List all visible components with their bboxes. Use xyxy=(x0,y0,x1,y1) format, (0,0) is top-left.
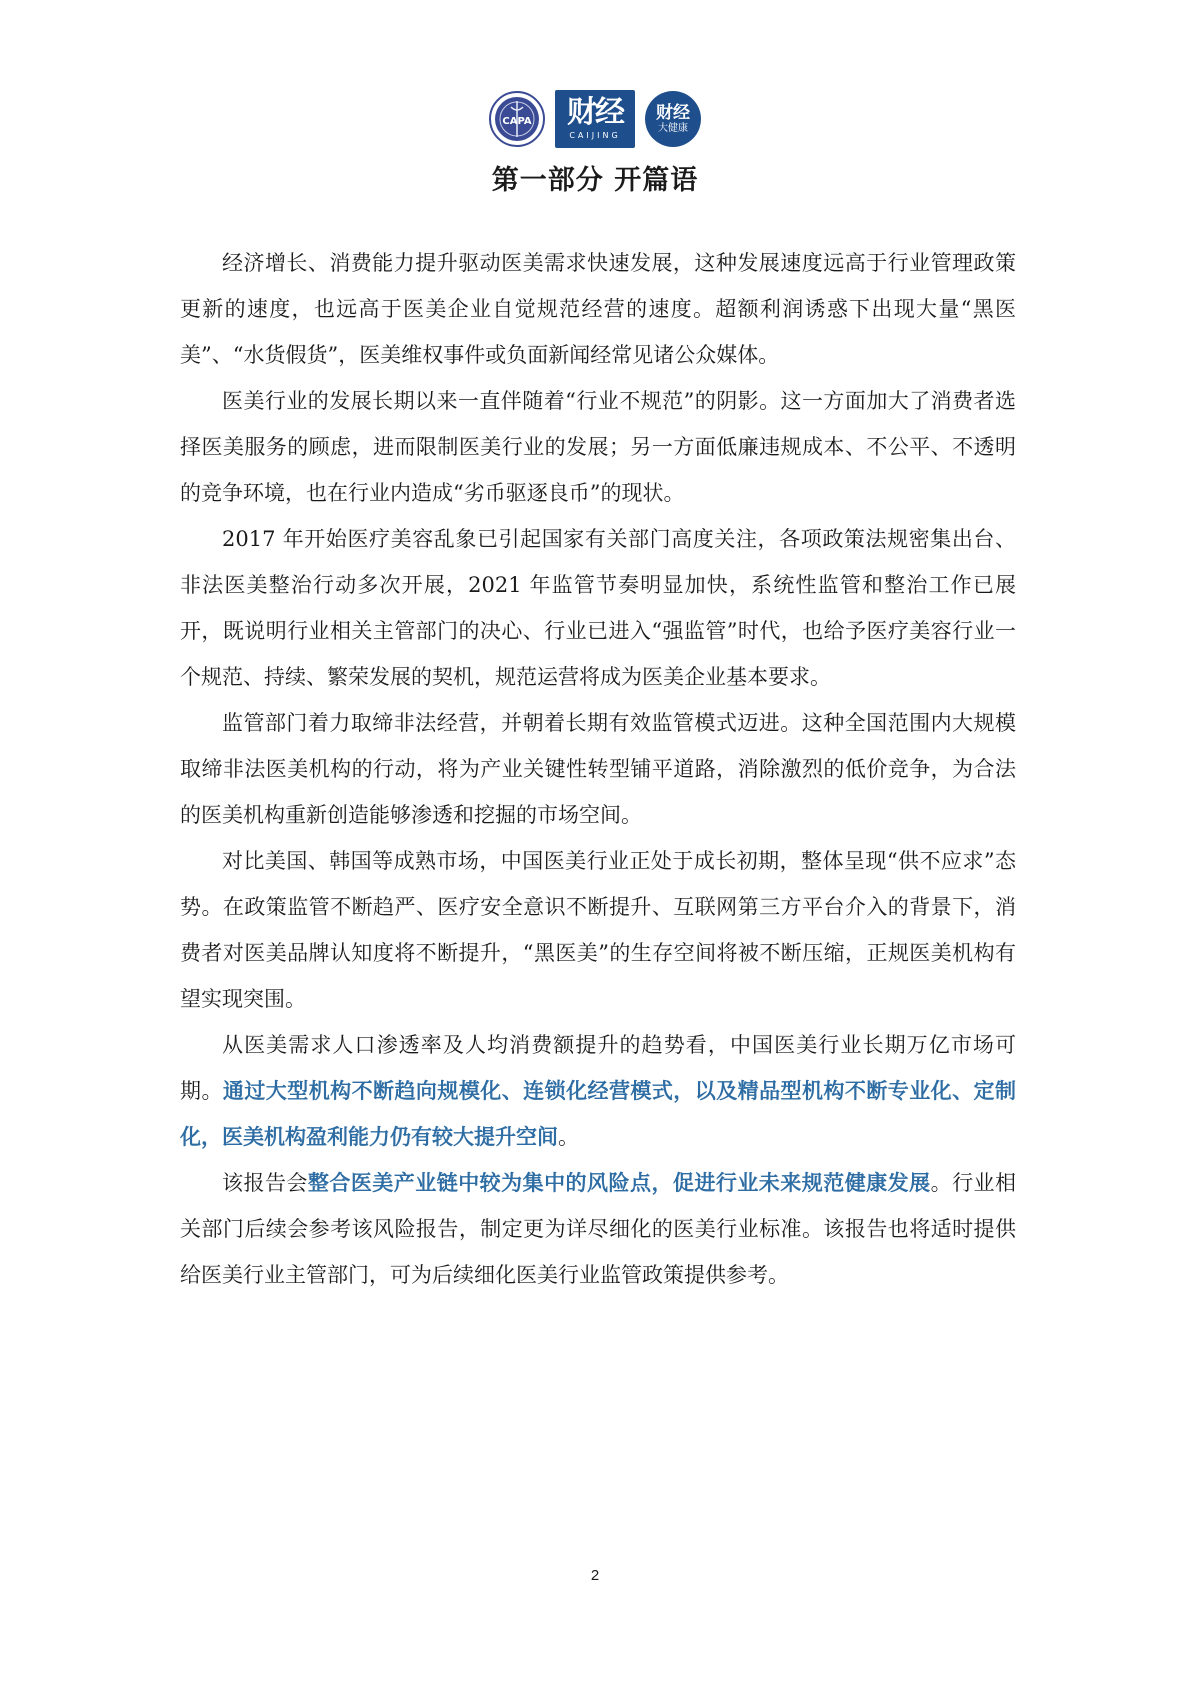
caijing-health-logo xyxy=(645,91,701,147)
caijing-logo-subtext: CAIJING xyxy=(569,131,621,140)
page-title: 第一部分 开篇语 xyxy=(491,165,699,196)
caijing-logo-text: 财经 xyxy=(567,95,623,130)
paragraph-2: 医美行业的发展长期以来一直伴随着“行业不规范”的阴影。这一方面加大了消费者选择医美服务的顾虑，进而限制医美行业的发展；另一方面低廉违规成本、不公平、不透明的竞争环境，也在行业内造成“劣币驱逐良币”的现状。 xyxy=(180,389,1016,505)
paragraph-7 xyxy=(180,1160,1016,1298)
paragraph-7-text: 该报告会 xyxy=(222,1171,308,1195)
health-logo-text: 财经 xyxy=(656,102,690,123)
paragraph-6-highlight: 通过大型机构不断趋向规模化、连锁化经营模式，以及精品型机构不断专业化、定制化，医美机构盈利能力仍有较大提升空间 xyxy=(180,1079,1017,1149)
paragraph-6 xyxy=(180,1022,1016,1160)
caijing-logo xyxy=(555,90,635,148)
paragraph-7-highlight: 整合医美产业链中较为集中的风险点，促进行业未来规范健康发展 xyxy=(307,1171,931,1195)
health-logo-subtext: 大健康 xyxy=(658,122,688,134)
capa-logo-text: CAPA xyxy=(502,116,532,127)
paragraph-6-end: 。 xyxy=(558,1125,579,1149)
document-body xyxy=(180,240,1016,1298)
paragraph-6-text: 从医美需求人口渗透率及人均消费额提升的趋势看，中国医美行业长期万亿市场可期。 xyxy=(180,1033,1016,1103)
page-number: 2 xyxy=(590,1567,600,1584)
paragraph-1: 经济增长、消费能力提升驱动医美需求快速发展，这种发展速度远高于行业管理政策更新的速度，也远高于医美企业自觉规范经营的速度。超额利润诱惑下出现大量“黑医美”、“水货假货”，医美维权事件或负面新闻经常见诸公众媒体。 xyxy=(180,251,1016,367)
paragraph-5: 对比美国、韩国等成熟市场，中国医美行业正处于成长初期，整体呈现“供不应求”态势。在政策监管不断趋严、医疗安全意识不断提升、互联网第三方平台介入的背景下，消费者对医美品牌认知度将不断提升，“黑医美”的生存空间将被不断压缩，正规医美机构有望实现突围。 xyxy=(180,849,1016,1011)
capa-logo xyxy=(489,91,545,147)
paragraph-3: 2017 年开始医疗美容乱象已引起国家有关部门高度关注，各项政策法规密集出台、非法医美整治行动多次开展，2021 年监管节奏明显加快，系统性监管和整治工作已展开，既说明行业相关主管部门的决心、行业已进入“强监管”时代，也给予医疗美容行业一个规范、持续、繁荣发展的契机，规范运营将成为医美企业基本要求。 xyxy=(180,527,1016,689)
paragraph-7-end: 。行业相关部门后续会参考该风险报告，制定更为详尽细化的医美行业标准。该报告也将适时提供给医美行业主管部门，可为后续细化医美行业监管政策提供参考。 xyxy=(180,1171,1017,1287)
paragraph-4: 监管部门着力取缔非法经营，并朝着长期有效监管模式迈进。这种全国范围内大规模取缔非法医美机构的行动，将为产业关键性转型铺平道路，消除激烈的低价竞争，为合法的医美机构重新创造能够渗透和挖掘的市场空间。 xyxy=(180,711,1016,827)
logo-row xyxy=(0,90,1190,148)
